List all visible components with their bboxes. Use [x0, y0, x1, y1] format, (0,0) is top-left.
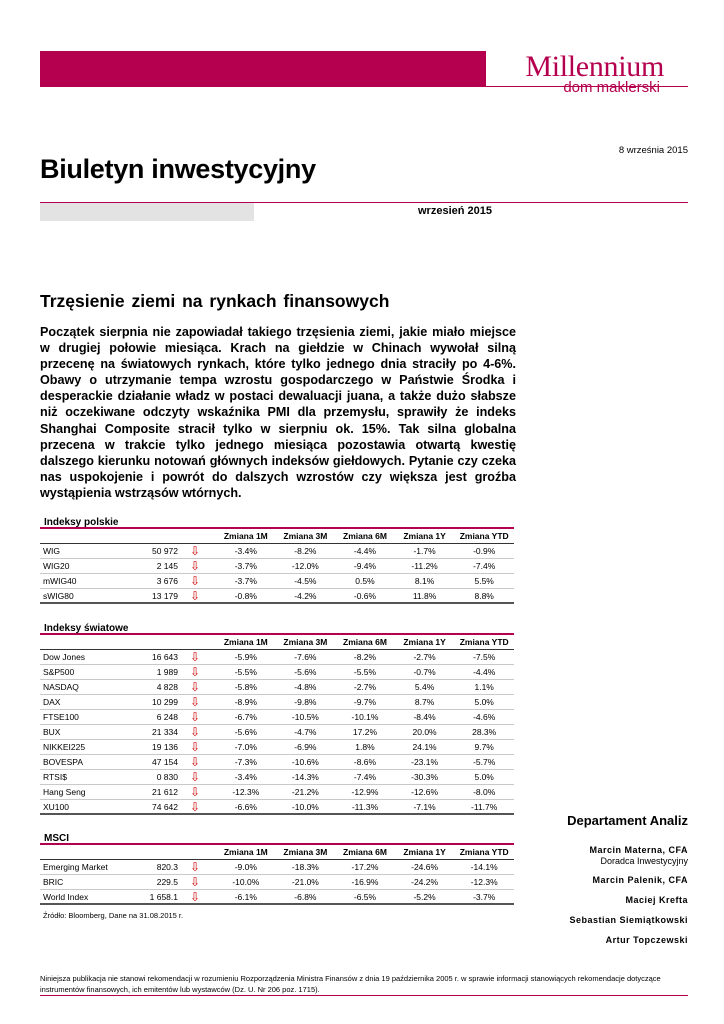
change-cell: -10.5% — [291, 712, 319, 722]
column-header: Zmiana YTD — [459, 637, 509, 647]
table-world-indices — [40, 622, 514, 815]
change-cell: 28.3% — [472, 727, 497, 737]
index-name: mWIG40 — [43, 576, 77, 586]
change-cell: -11.2% — [411, 561, 438, 571]
down-arrow-icon: ⇩ — [190, 860, 201, 874]
analyst-name: Sebastian Siemiątkowski — [569, 915, 688, 925]
change-cell: -4.6% — [473, 712, 496, 722]
down-arrow-icon: ⇩ — [190, 710, 201, 724]
change-cell: -8.0% — [473, 787, 496, 797]
change-cell: -6.9% — [294, 742, 317, 752]
change-cell: -7.5% — [473, 652, 496, 662]
analyst-name: Marcin Materna, CFA — [589, 845, 688, 855]
analyst-list — [569, 845, 688, 946]
index-value: 3 676 — [156, 576, 178, 586]
analyst-name: Artur Topczewski — [605, 935, 688, 945]
down-arrow-icon: ⇩ — [190, 800, 201, 814]
change-cell: 24.1% — [412, 742, 437, 752]
change-cell: -9.4% — [353, 561, 377, 571]
change-cell: -9.7% — [353, 697, 377, 707]
down-arrow-icon: ⇩ — [190, 574, 201, 588]
change-cell: -6.5% — [353, 892, 377, 902]
change-cell: -3.7% — [473, 892, 496, 902]
change-cell: -4.4% — [473, 667, 496, 677]
department-title: Departament Analiz — [567, 813, 688, 828]
table-row — [40, 710, 514, 725]
index-value: 21 612 — [152, 787, 178, 797]
change-cell: 5.4% — [414, 682, 435, 692]
down-arrow-icon: ⇩ — [190, 650, 201, 664]
change-cell: -0.9% — [473, 546, 496, 556]
index-name: DAX — [43, 697, 61, 707]
change-cell: -11.3% — [351, 802, 379, 812]
index-name: Hang Seng — [43, 787, 86, 797]
column-header: Zmiana YTD — [459, 847, 509, 857]
change-cell: -1.7% — [413, 546, 436, 556]
change-cell: -7.6% — [294, 652, 317, 662]
change-cell: -3.7% — [234, 561, 257, 571]
disclaimer: Niniejsza publikacja nie stanowi rekomendacji w rozumieniu Rozporządzenia Ministra Finansów z dnia 19 października 2005 r. w sprawie informacji stanowiących rekomendacje dotyczące instrumentów finansowych, ich emitentów lub wystawców (Dz. U. Nr 206 poz. 1715). — [40, 974, 661, 994]
index-value: 1 658.1 — [149, 892, 178, 902]
change-cell: -6.1% — [234, 892, 257, 902]
table-title: Indeksy polskie — [40, 516, 514, 529]
table-row — [40, 680, 514, 695]
index-value: 10 299 — [152, 697, 178, 707]
change-cell: 8.7% — [414, 697, 435, 707]
table-header-row — [40, 635, 514, 650]
index-value: 50 972 — [152, 546, 178, 556]
index-name: Dow Jones — [43, 652, 86, 662]
change-cell: -5.6% — [234, 727, 257, 737]
header-spacer — [178, 635, 216, 649]
table-row — [40, 695, 514, 710]
publication-date: 8 września 2015 — [618, 145, 688, 156]
analyst-entry — [569, 845, 688, 866]
down-arrow-icon: ⇩ — [190, 890, 201, 904]
change-cell: -8.4% — [413, 712, 436, 722]
table-row — [40, 890, 514, 905]
down-arrow-icon: ⇩ — [190, 755, 201, 769]
index-value: 6 248 — [156, 712, 178, 722]
change-cell: -7.4% — [473, 561, 496, 571]
index-value: 820.3 — [156, 862, 178, 872]
change-cell: -5.5% — [353, 667, 377, 677]
table-row — [40, 770, 514, 785]
index-name: World Index — [43, 892, 89, 902]
change-cell: -4.5% — [294, 576, 317, 586]
change-cell: -12.6% — [411, 787, 439, 797]
index-name: XU100 — [43, 802, 69, 812]
change-cell: -11.7% — [471, 802, 498, 812]
table-row — [40, 755, 514, 770]
table-row — [40, 559, 514, 574]
header-spacer — [110, 529, 178, 543]
header-spacer — [40, 529, 110, 543]
change-cell: -14.1% — [470, 862, 498, 872]
index-value: 16 643 — [152, 652, 178, 662]
column-header: Zmiana 6M — [343, 531, 387, 541]
change-cell: -7.0% — [234, 742, 257, 752]
change-cell: -2.7% — [413, 652, 436, 662]
header-spacer — [40, 845, 110, 859]
change-cell: -14.3% — [291, 772, 319, 782]
header-band — [40, 51, 486, 86]
brand-logo — [525, 52, 664, 95]
header-spacer — [178, 529, 216, 543]
table-title: MSCI — [40, 832, 514, 845]
table-row — [40, 785, 514, 800]
down-arrow-icon: ⇩ — [190, 589, 201, 603]
column-header: Zmiana 3M — [283, 531, 328, 541]
change-cell: -5.8% — [234, 682, 257, 692]
header-spacer — [178, 845, 216, 859]
change-cell: -12.3% — [470, 877, 498, 887]
index-name: BUX — [43, 727, 61, 737]
header-spacer — [110, 845, 178, 859]
change-cell: -5.5% — [234, 667, 257, 677]
change-cell: -18.3% — [291, 862, 319, 872]
table-polish-indices — [40, 516, 514, 604]
change-cell: -10.0% — [232, 877, 260, 887]
change-cell: -21.0% — [291, 877, 319, 887]
index-value: 74 642 — [152, 802, 178, 812]
change-cell: -2.7% — [353, 682, 377, 692]
index-name: RTSI$ — [43, 772, 67, 782]
change-cell: -24.2% — [411, 877, 439, 887]
column-header: Zmiana 6M — [343, 847, 387, 857]
column-header: Zmiana 1M — [223, 847, 268, 857]
change-cell: 1.1% — [474, 682, 494, 692]
down-arrow-icon: ⇩ — [190, 544, 201, 558]
table-row — [40, 544, 514, 559]
down-arrow-icon: ⇩ — [190, 680, 201, 694]
index-name: Emerging Market — [43, 862, 108, 872]
change-cell: -0.6% — [353, 591, 377, 601]
index-name: NIKKEI225 — [43, 742, 86, 752]
change-cell: -16.9% — [351, 877, 379, 887]
change-cell: 8.8% — [474, 591, 494, 601]
change-cell: -0.8% — [234, 591, 257, 601]
change-cell: -12.3% — [232, 787, 260, 797]
change-cell: 8.1% — [414, 576, 435, 586]
index-value: 21 334 — [152, 727, 178, 737]
issue-month: wrzesień 2015 — [418, 205, 492, 217]
brand-subtitle: dom maklerski — [563, 79, 660, 96]
change-cell: 0.5% — [355, 576, 375, 586]
analyst-name: Marcin Palenik, CFA — [592, 875, 688, 885]
table-row — [40, 860, 514, 875]
data-source: Źródło: Bloomberg, Dane na 31.08.2015 r. — [43, 911, 184, 920]
index-value: 1 989 — [156, 667, 178, 677]
change-cell: -6.6% — [234, 802, 257, 812]
change-cell: -0.7% — [413, 667, 436, 677]
table-row — [40, 740, 514, 755]
change-cell: 20.0% — [412, 727, 437, 737]
table-row — [40, 800, 514, 815]
change-cell: -17.2% — [351, 862, 379, 872]
down-arrow-icon: ⇩ — [190, 559, 201, 573]
change-cell: 5.0% — [474, 697, 494, 707]
article-body: Początek sierpnia nie zapowiadał takiego trzęsienia ziemi, jakie miało miejsce w drugiej połowie miesiąca. Krach na giełdzie w Chinach wywołał silną przecenę na światowych rynkach, które tylko jednego dnia straciły po 4-6%. Obawy o utrzymanie tempa wzrostu gospodarczego w Państwie Środka i desperackie działanie władz w postaci dewaluacji juana, a także dużo słabsze niż oczekiwane odczyty wskaźnika PMI dla przemysłu, sprawiły że indeks Shanghai Composite stracił tylko w sierpniu ok. 15%. Tak silna globalna przecena w trakcie tylko jednego miesiąca pozostawia otwartą kwestię dalszego kierunku notowań głównych indeksów giełdowych. Pytanie czy czeka nas uspokojenie i powrót do dalszych wzrostów czy większa jest groźba wystąpienia wstrząsów wtórnych. — [40, 325, 516, 500]
index-value: 19 136 — [152, 742, 178, 752]
index-value: 0 830 — [156, 772, 178, 782]
table-header-row — [40, 845, 514, 860]
change-cell: 1.8% — [355, 742, 375, 752]
change-cell: -3.4% — [234, 546, 257, 556]
footer-rule — [40, 995, 688, 996]
down-arrow-icon: ⇩ — [190, 770, 201, 784]
index-name: BRIC — [43, 877, 64, 887]
change-cell: -3.7% — [234, 576, 257, 586]
change-cell: -6.7% — [234, 712, 257, 722]
change-cell: -3.4% — [234, 772, 257, 782]
change-cell: -21.2% — [291, 787, 319, 797]
column-header: Zmiana 1Y — [403, 637, 446, 647]
index-name: BOVESPA — [43, 757, 83, 767]
down-arrow-icon: ⇩ — [190, 740, 201, 754]
index-value: 4 828 — [156, 682, 178, 692]
title-grey-band — [40, 203, 254, 221]
index-name: WIG — [43, 546, 60, 556]
index-name: NASDAQ — [43, 682, 79, 692]
change-cell: -8.2% — [353, 652, 377, 662]
table-row — [40, 650, 514, 665]
index-name: FTSE100 — [43, 712, 79, 722]
change-cell: -4.2% — [294, 591, 317, 601]
column-header: Zmiana 1Y — [403, 531, 446, 541]
table-row — [40, 589, 514, 604]
change-cell: 9.7% — [474, 742, 494, 752]
column-header: Zmiana YTD — [459, 531, 509, 541]
index-value: 13 179 — [152, 591, 178, 601]
table-msci — [40, 832, 514, 905]
column-header: Zmiana 3M — [283, 847, 328, 857]
change-cell: 5.0% — [474, 772, 494, 782]
change-cell: -23.1% — [411, 757, 439, 767]
change-cell: -5.2% — [413, 892, 436, 902]
change-cell: -10.0% — [291, 802, 319, 812]
change-cell: -9.0% — [234, 862, 257, 872]
change-cell: -5.9% — [234, 652, 257, 662]
change-cell: -10.6% — [291, 757, 319, 767]
change-cell: -8.2% — [294, 546, 317, 556]
change-cell: -9.8% — [294, 697, 317, 707]
index-name: WIG20 — [43, 561, 70, 571]
change-cell: -7.1% — [413, 802, 436, 812]
change-cell: -8.6% — [353, 757, 377, 767]
article-title: Trzęsienie ziemi na rynkach finansowych — [40, 291, 390, 311]
down-arrow-icon: ⇩ — [190, 665, 201, 679]
analyst-name: Maciej Krefta — [625, 895, 688, 905]
column-header: Zmiana 1M — [223, 531, 268, 541]
down-arrow-icon: ⇩ — [190, 875, 201, 889]
change-cell: -24.6% — [411, 862, 439, 872]
change-cell: -5.7% — [473, 757, 496, 767]
index-value: 229.5 — [156, 877, 178, 887]
index-value: 2 145 — [156, 561, 178, 571]
change-cell: -4.7% — [294, 727, 317, 737]
index-name: S&P500 — [43, 667, 75, 677]
down-arrow-icon: ⇩ — [190, 785, 201, 799]
change-cell: -30.3% — [411, 772, 439, 782]
column-header: Zmiana 6M — [343, 637, 387, 647]
page-title: Biuletyn inwestycyjny — [40, 154, 316, 184]
analyst-role: Doradca Inwestycyjny — [600, 856, 688, 866]
table-header-row — [40, 529, 514, 544]
change-cell: -6.8% — [294, 892, 317, 902]
change-cell: -4.8% — [294, 682, 317, 692]
change-cell: -5.6% — [294, 667, 317, 677]
change-cell: -12.0% — [291, 561, 319, 571]
index-value: 47 154 — [152, 757, 178, 767]
table-row — [40, 665, 514, 680]
change-cell: -7.4% — [353, 772, 377, 782]
change-cell: -12.9% — [351, 787, 379, 797]
change-cell: -4.4% — [353, 546, 377, 556]
column-header: Zmiana 3M — [283, 637, 328, 647]
change-cell: -10.1% — [351, 712, 379, 722]
change-cell: -7.3% — [234, 757, 257, 767]
table-title: Indeksy światowe — [40, 622, 514, 635]
index-name: sWIG80 — [43, 591, 74, 601]
header-spacer — [40, 635, 110, 649]
down-arrow-icon: ⇩ — [190, 725, 201, 739]
table-row — [40, 725, 514, 740]
change-cell: 11.8% — [412, 591, 437, 601]
table-row — [40, 875, 514, 890]
down-arrow-icon: ⇩ — [190, 695, 201, 709]
column-header: Zmiana 1Y — [403, 847, 446, 857]
column-header: Zmiana 1M — [223, 637, 268, 647]
brand-name: Millennium — [525, 50, 664, 83]
header-spacer — [110, 635, 178, 649]
table-row — [40, 574, 514, 589]
change-cell: 17.2% — [352, 727, 378, 737]
change-cell: -8.9% — [234, 697, 257, 707]
change-cell: 5.5% — [474, 576, 494, 586]
